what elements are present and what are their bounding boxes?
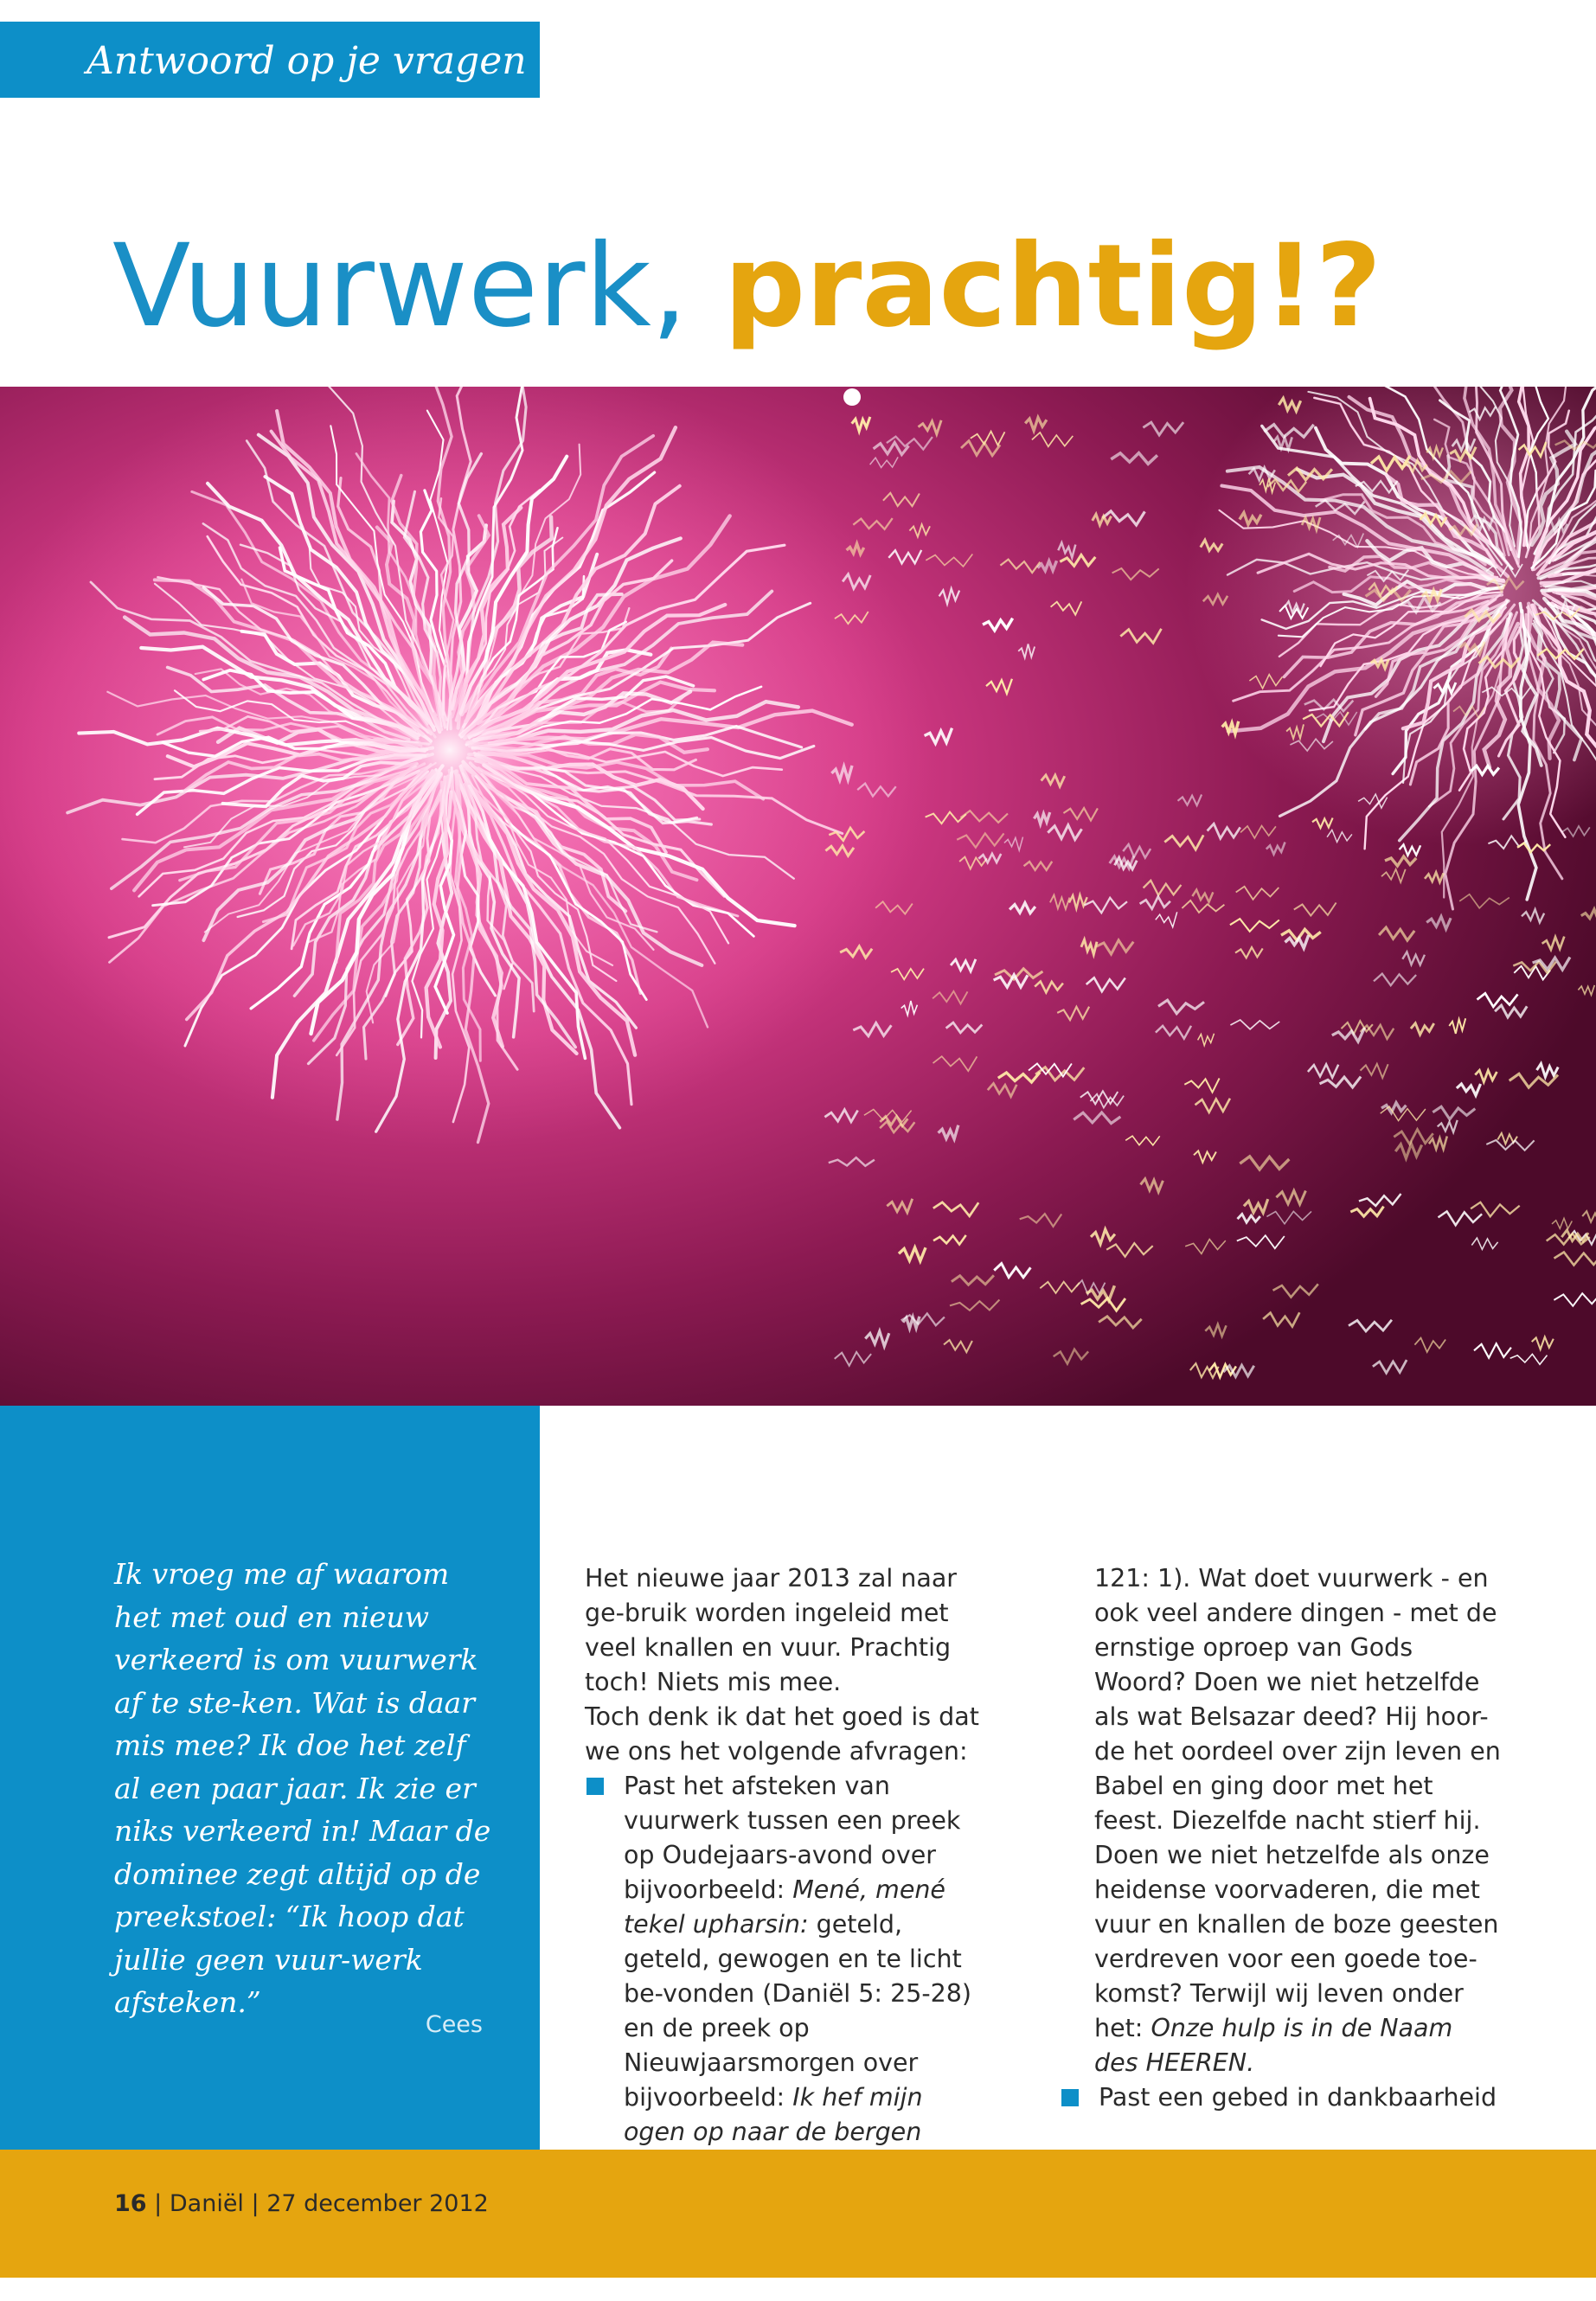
page-number: 16 [114, 2190, 147, 2217]
reader-question: Ik vroeg me af waarom het met oud en nieuw verkeerd is om vuurwerk af te ste-ken. Wat is daar mis mee? Ik doe het zelf al een paar jaar. Ik zie er niks verkeerd in! Maar de dominee zegt altijd op de preekstoel: “Ik hoop dat jullie geen vuur-werk afsteken.” [114, 1557, 491, 2019]
article-column-1 [585, 1561, 991, 2219]
burst-core-glow [346, 655, 554, 845]
page-footer [0, 2150, 1596, 2278]
article-paragraph: Toch denk ik dat het goed is dat we ons het volgende afvragen: [585, 1702, 979, 1766]
paragraph-quote: Onze hulp is in de Naam des HEEREN. [1094, 2014, 1453, 2077]
bullet-square-icon [1061, 2089, 1079, 2106]
issue-date: 27 december 2012 [266, 2190, 489, 2217]
title-part-2: prachtig!? [723, 220, 1382, 353]
bullet-text: Past het afsteken van vuurwerk tussen een preek op Oudejaars-avond over bijvoorbeeld: [624, 1772, 961, 1904]
footer-separator: | [251, 2190, 260, 2217]
footer-separator: | [154, 2190, 163, 2217]
article-column-2 [1094, 1561, 1501, 2115]
article-paragraph: Het nieuwe jaar 2013 zal naar ge-bruik worden ingeleid met veel knallen en vuur. Prachtig toch! Niets mis mee. [585, 1564, 958, 1696]
footer-text [114, 2190, 489, 2217]
fireworks-photo [0, 387, 1596, 1406]
paragraph-text: 121: 1). Wat doet vuurwerk - en ook veel andere dingen - met de ernstige oproep van Gods Woord? Doen we niet hetzelfde als wat Belsazar deed? Hij hoor-de het oordeel over zijn leven en Babel en ging door met het feest. Diezelfde nacht stierf hij. Doen we niet hetzelfde als onze heidense voorvaderen, die met vuur en knallen de boze geesten verdreven voor een goede toe-komst? Terwijl wij leven onder het: [1094, 1564, 1501, 2042]
bullet-text: geteld, geteld, gewogen en te licht be-vonden (Daniël 5: 25-28) en de preek op Nieuwjaarsmorgen over bijvoorbeeld: [624, 1910, 972, 2112]
article-paragraph [1094, 1561, 1501, 2080]
question-panel [0, 1406, 540, 2150]
bullet-square-icon [586, 1778, 604, 1795]
article-bullet [1060, 2080, 1501, 2115]
question-author: Cees [425, 2011, 483, 2038]
bullet-quote: Mené, mené tekel upharsin: [624, 1875, 945, 1939]
section-label: Antwoord op je vragen [87, 39, 527, 83]
section-tab [0, 22, 540, 98]
bullet-text: Past een gebed in dankbaarheid [1099, 2083, 1497, 2112]
bright-spark [843, 388, 861, 406]
title-part-1: Vuurwerk, [112, 220, 724, 353]
bullet-quote: Ik hef mijn ogen op naar de bergen [624, 2083, 923, 2146]
magazine-name: Daniël [169, 2190, 244, 2217]
page-title [112, 220, 1382, 353]
